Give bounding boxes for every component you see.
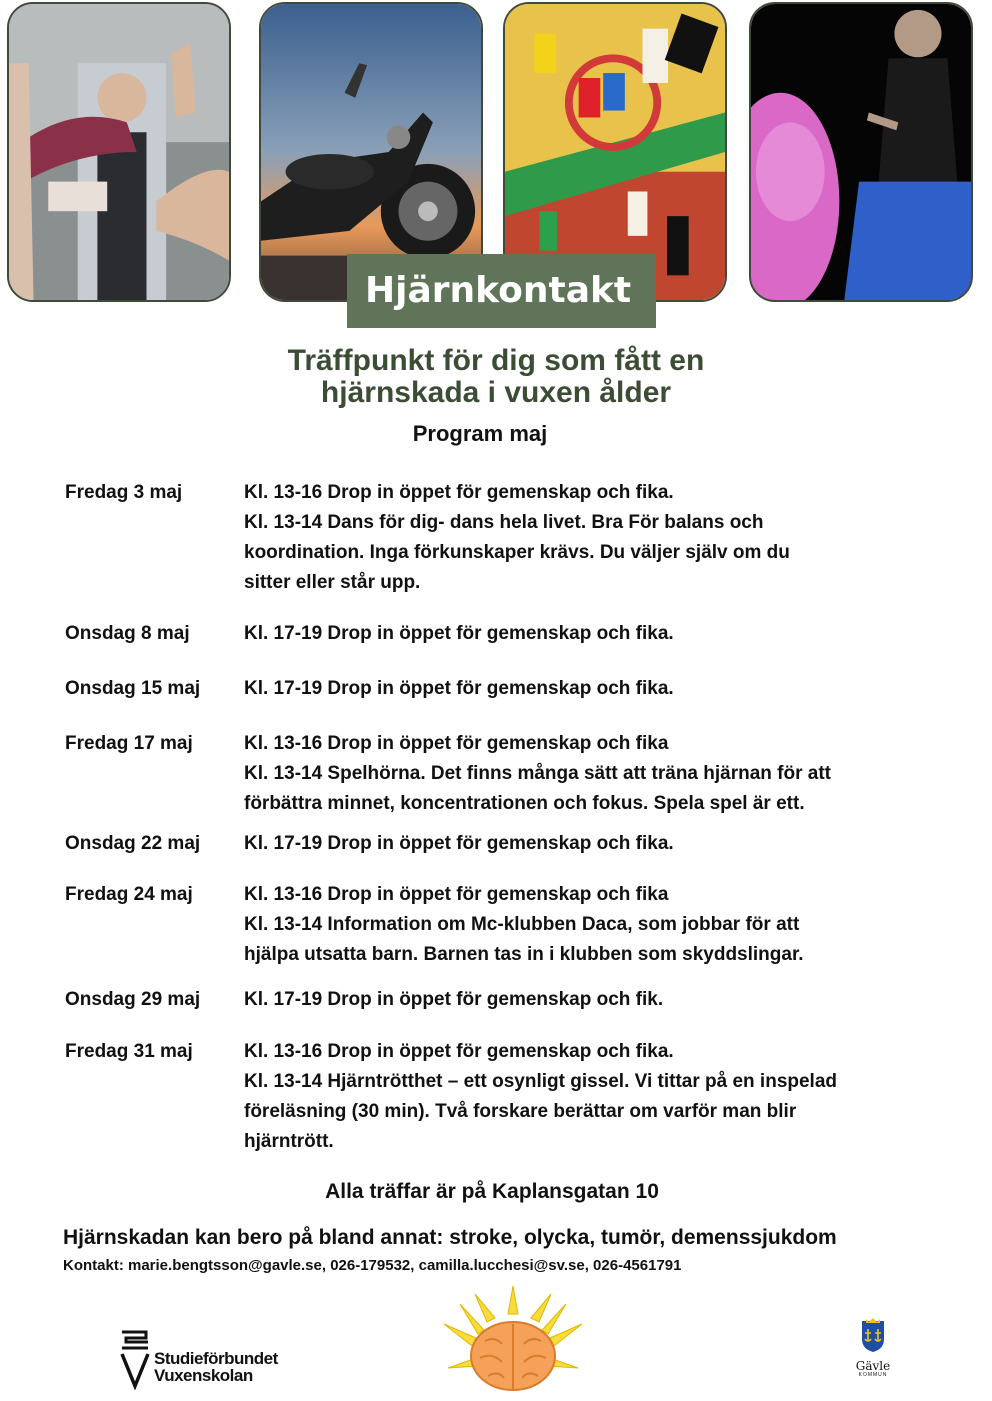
gavle-kommun-logo bbox=[853, 1317, 893, 1387]
schedule-description bbox=[244, 729, 934, 819]
gavle-crest-icon bbox=[860, 1317, 886, 1353]
schedule-day: Onsdag 15 maj bbox=[65, 678, 201, 699]
schedule-description bbox=[244, 829, 934, 859]
schedule-line: Kl. 17-19 Drop in öppet för gemenskap och fika. bbox=[244, 623, 674, 644]
schedule-description bbox=[244, 880, 934, 970]
program-title: Program maj bbox=[412, 421, 548, 446]
schedule-line: Kl. 17-19 Drop in öppet för gemenskap och fik. bbox=[244, 989, 664, 1010]
schedule-line: Kl. 13-16 Drop in öppet för gemenskap och fika. bbox=[244, 482, 674, 503]
schedule-line: Kl. 13-14 Information om Mc-klubben Daca, som jobbar för att bbox=[244, 914, 800, 935]
studieforbundet-vuxenskolan-logo bbox=[118, 1328, 318, 1390]
contact-text: Kontakt: marie.bengtsson@gavle.se, 026-179532, camilla.lucchesi@sv.se, 026-4561791 bbox=[63, 1257, 682, 1274]
subtitle-line-2: hjärnskada i vuxen ålder bbox=[320, 376, 672, 409]
schedule-day: Fredag 17 maj bbox=[65, 733, 193, 754]
location-text: Alla träffar är på Kaplansgatan 10 bbox=[325, 1180, 659, 1203]
schedule-description bbox=[244, 985, 934, 1015]
schedule-line: Kl. 13-16 Drop in öppet för gemenskap och fika. bbox=[244, 1041, 674, 1062]
schedule-day: Fredag 3 maj bbox=[65, 482, 183, 503]
photo-dance bbox=[7, 2, 231, 302]
sv-logo-icon bbox=[118, 1328, 152, 1390]
schedule-line: Kl. 17-19 Drop in öppet för gemenskap och fika. bbox=[244, 678, 674, 699]
schedule-day: Fredag 31 maj bbox=[65, 1041, 193, 1062]
schedule-description bbox=[244, 1037, 934, 1157]
schedule-description bbox=[244, 478, 934, 598]
schedule-day: Onsdag 8 maj bbox=[65, 623, 190, 644]
sv-logo-line-2: Vuxenskolan bbox=[154, 1366, 253, 1385]
schedule-line: Kl. 13-14 Spelhörna. Det finns många sätt att träna hjärnan för att bbox=[244, 763, 832, 784]
photo-lecturer bbox=[749, 2, 973, 302]
schedule-line: koordination. Inga förkunskaper krävs. Du väljer själv om du bbox=[244, 542, 790, 563]
schedule-line: förbättra minnet, koncentrationen och fokus. Spela spel är ett. bbox=[244, 793, 805, 814]
schedule-description bbox=[244, 619, 934, 649]
gavle-logo-name: Gävle bbox=[855, 1359, 891, 1373]
page-subtitle bbox=[196, 345, 796, 409]
brain-illustration-icon bbox=[440, 1286, 586, 1396]
gavle-logo-subtitle: KOMMUN bbox=[858, 1372, 888, 1378]
schedule-line: föreläsning (30 min). Två forskare berättar om varför man blir bbox=[244, 1101, 797, 1122]
schedule-day: Onsdag 22 maj bbox=[65, 833, 201, 854]
schedule-line: hjälpa utsatta barn. Barnen tas in i klubben som skyddslingar. bbox=[244, 944, 804, 965]
schedule-line: sitter eller står upp. bbox=[244, 572, 421, 593]
schedule-line: hjärntrött. bbox=[244, 1131, 334, 1152]
schedule-description bbox=[244, 674, 934, 704]
schedule-day: Onsdag 29 maj bbox=[65, 989, 201, 1010]
schedule-day: Fredag 24 maj bbox=[65, 884, 193, 905]
sv-logo-line-1: Studieförbundet bbox=[154, 1349, 278, 1368]
schedule-line: Kl. 13-16 Drop in öppet för gemenskap och fika bbox=[244, 733, 669, 754]
cause-text: Hjärnskadan kan bero på bland annat: stroke, olycka, tumör, demenssjukdom bbox=[63, 1226, 837, 1249]
schedule-line: Kl. 13-14 Hjärntrötthet – ett osynligt gissel. Vi tittar på en inspelad bbox=[244, 1071, 838, 1092]
subtitle-line-1: Träffpunkt för dig som fått en bbox=[287, 344, 705, 377]
brand-title: Hjärnkontakt bbox=[347, 254, 656, 328]
schedule-line: Kl. 13-14 Dans för dig- dans hela livet. Bra För balans och bbox=[244, 512, 764, 533]
schedule-line: Kl. 13-16 Drop in öppet för gemenskap och fika bbox=[244, 884, 669, 905]
schedule-line: Kl. 17-19 Drop in öppet för gemenskap och fika. bbox=[244, 833, 674, 854]
